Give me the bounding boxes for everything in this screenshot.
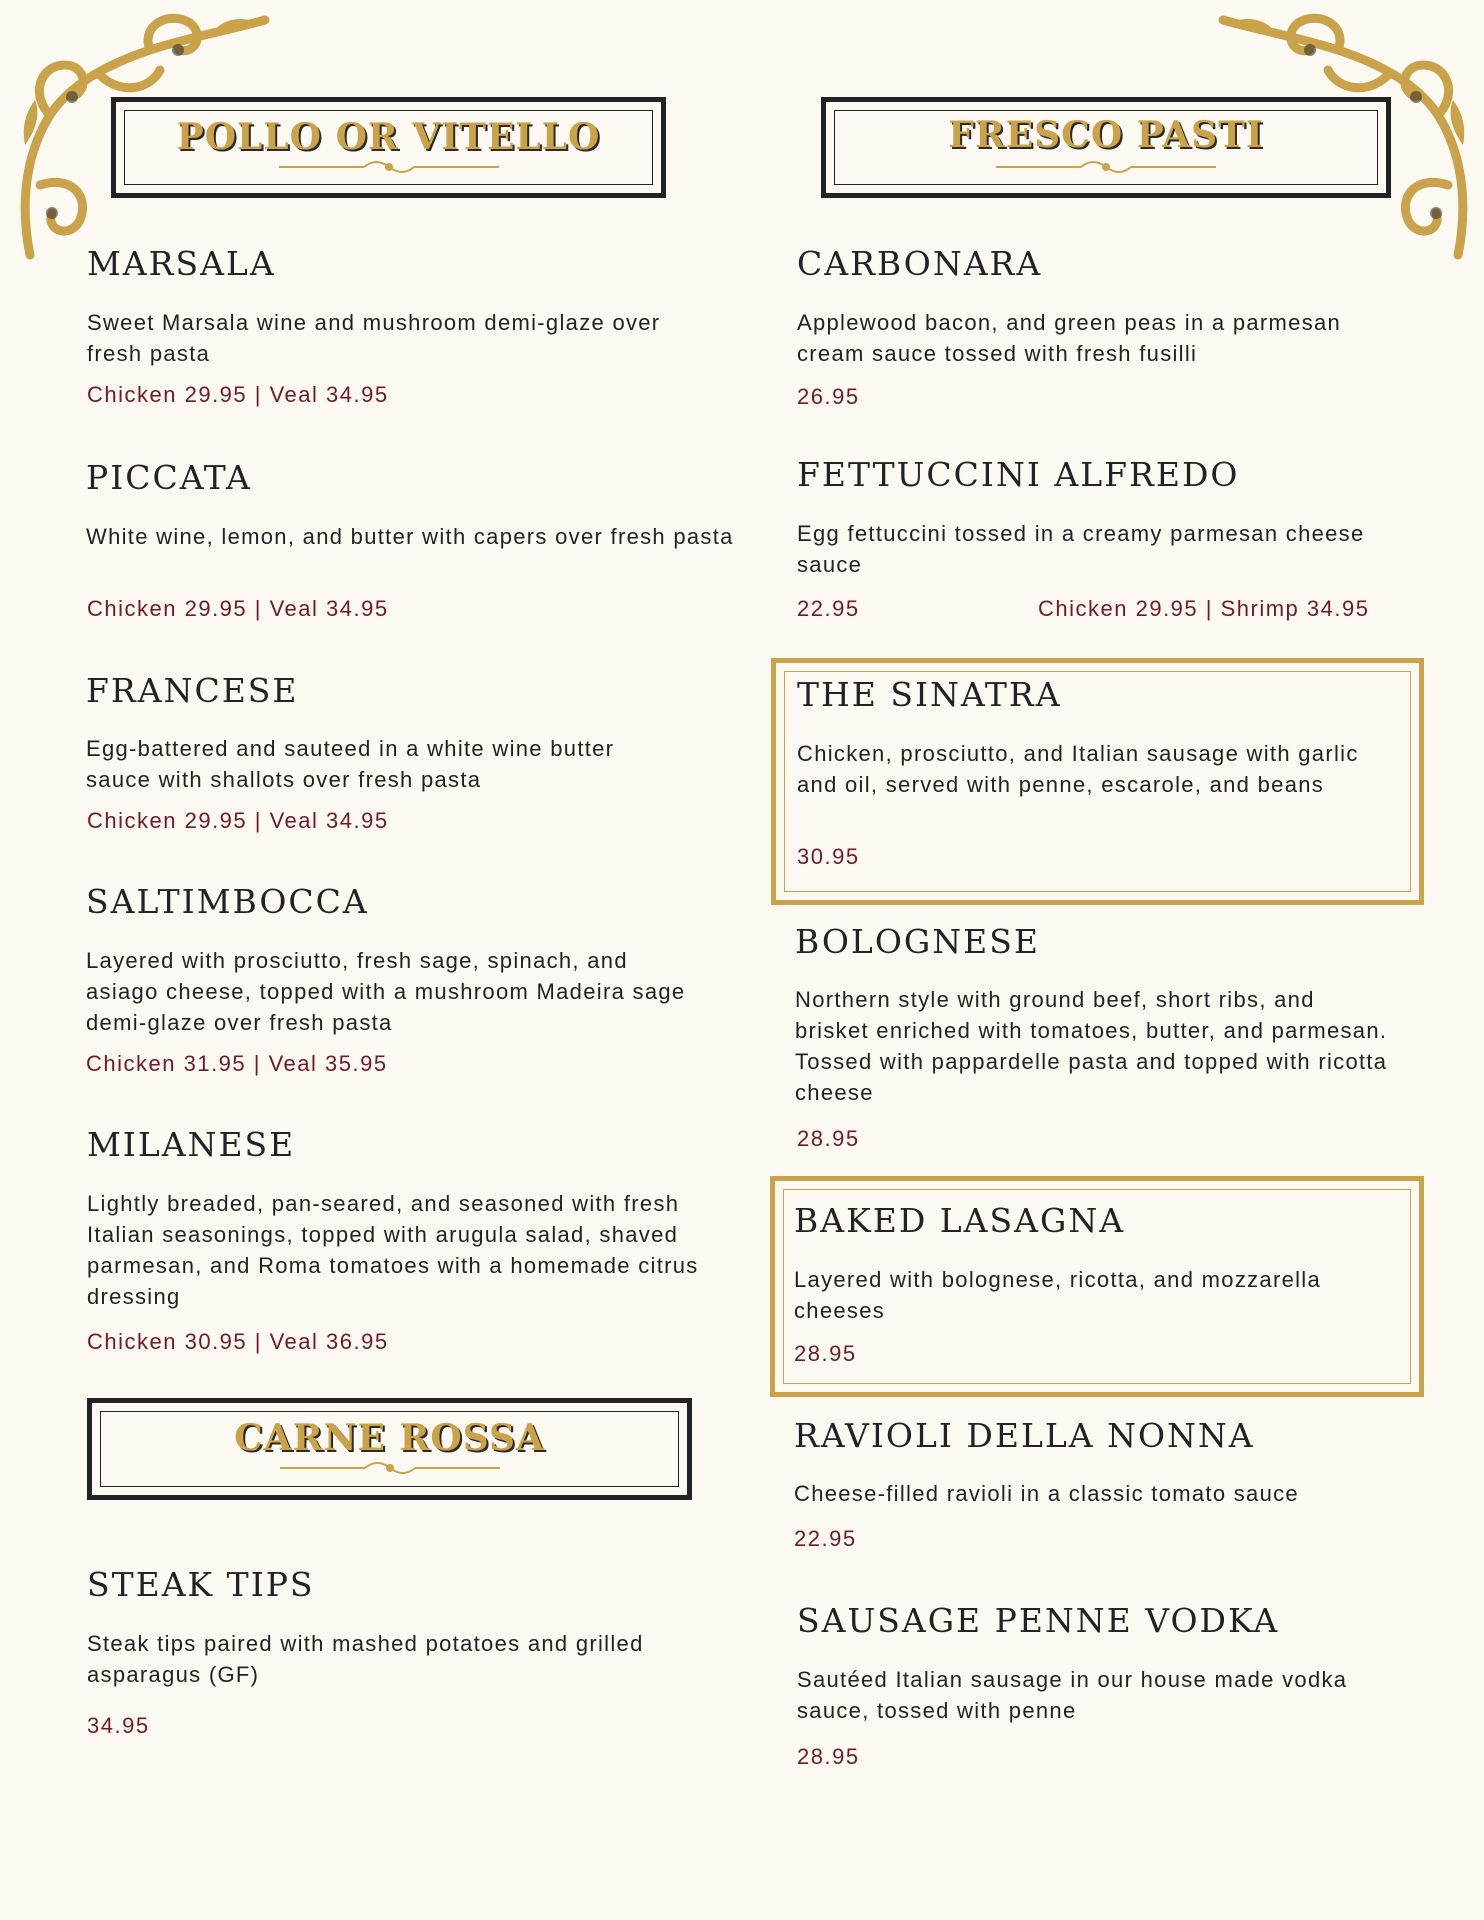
item-price: Chicken 30.95 | Veal 36.95: [87, 1329, 389, 1354]
item-name: FRANCESE: [86, 671, 299, 710]
item-price: Chicken 29.95 | Veal 34.95: [87, 808, 389, 833]
flourish-divider-icon: [986, 158, 1226, 176]
item-name: RAVIOLI DELLA NONNA: [794, 1416, 1255, 1455]
item-name: CARBONARA: [797, 244, 1043, 283]
item-name: STEAK TIPS: [87, 1565, 315, 1604]
section-title-fresco: FRESCO PASTI: [948, 114, 1264, 156]
item-price: 22.95: [797, 596, 860, 621]
item-price: 26.95: [797, 384, 860, 409]
item-description: Egg-battered and sauteed in a white wine butter sauce with shallots over fresh pasta: [86, 736, 615, 792]
item-price: 28.95: [797, 1744, 860, 1769]
item-description: Layered with bolognese, ricotta, and mozzarella cheeses: [794, 1267, 1322, 1323]
section-header-pollo: [111, 97, 666, 198]
item-description: Layered with prosciutto, fresh sage, spinach, and asiago cheese, topped with a mushroom Madeira sage demi-glaze over fresh pasta: [86, 948, 686, 1035]
flourish-divider-icon: [269, 158, 509, 176]
item-price: 28.95: [794, 1341, 857, 1366]
item-price: Chicken 29.95 | Veal 34.95: [87, 596, 389, 621]
item-name: BAKED LASAGNA: [794, 1201, 1126, 1240]
item-name: FETTUCCINI ALFREDO: [797, 455, 1240, 494]
item-description: Lightly breaded, pan-seared, and seasoned with fresh Italian seasonings, topped with arugula salad, shaved parmesan, and Roma tomatoes with a homemade citrus dressing: [87, 1191, 699, 1309]
item-description: Cheese-filled ravioli in a classic tomato sauce: [794, 1481, 1299, 1506]
item-description: Steak tips paired with mashed potatoes and grilled asparagus (GF): [87, 1631, 644, 1687]
item-name: BOLOGNESE: [795, 922, 1040, 961]
item-price: 30.95: [797, 844, 860, 869]
item-name: MILANESE: [87, 1125, 296, 1164]
item-description: Chicken, prosciutto, and Italian sausage with garlic and oil, served with penne, escarole, and beans: [797, 741, 1359, 797]
item-price-options: Chicken 29.95 | Shrimp 34.95: [1038, 596, 1370, 621]
item-price: Chicken 31.95 | Veal 35.95: [86, 1051, 388, 1076]
item-name: SALTIMBOCCA: [86, 882, 369, 921]
item-name: THE SINATRA: [797, 675, 1062, 714]
item-name: PICCATA: [86, 458, 252, 497]
item-price: 22.95: [794, 1526, 857, 1551]
section-header-carne: [87, 1398, 692, 1500]
section-header-fresco: [821, 97, 1391, 198]
item-price: 34.95: [87, 1713, 150, 1738]
item-price: Chicken 29.95 | Veal 34.95: [87, 382, 389, 407]
section-title-carne: CARNE ROSSA: [234, 1417, 545, 1459]
item-description: Egg fettuccini tossed in a creamy parmesan cheese sauce: [797, 521, 1365, 577]
flourish-divider-icon: [270, 1459, 510, 1477]
item-description: Sweet Marsala wine and mushroom demi-glaze over fresh pasta: [87, 310, 661, 366]
item-description: Sautéed Italian sausage in our house made vodka sauce, tossed with penne: [797, 1667, 1348, 1723]
item-name: MARSALA: [87, 244, 276, 283]
item-price: 28.95: [797, 1126, 860, 1151]
item-name: SAUSAGE PENNE VODKA: [797, 1601, 1280, 1640]
section-title-pollo: POLLO OR VITELLO: [176, 116, 601, 158]
item-description: Northern style with ground beef, short ribs, and brisket enriched with tomatoes, butter, and parmesan. Tossed with pappardelle pasta and topped with ricotta cheese: [795, 987, 1388, 1105]
item-description: Applewood bacon, and green peas in a parmesan cream sauce tossed with fresh fusilli: [797, 310, 1342, 366]
item-description: White wine, lemon, and butter with capers over fresh pasta: [86, 524, 734, 549]
